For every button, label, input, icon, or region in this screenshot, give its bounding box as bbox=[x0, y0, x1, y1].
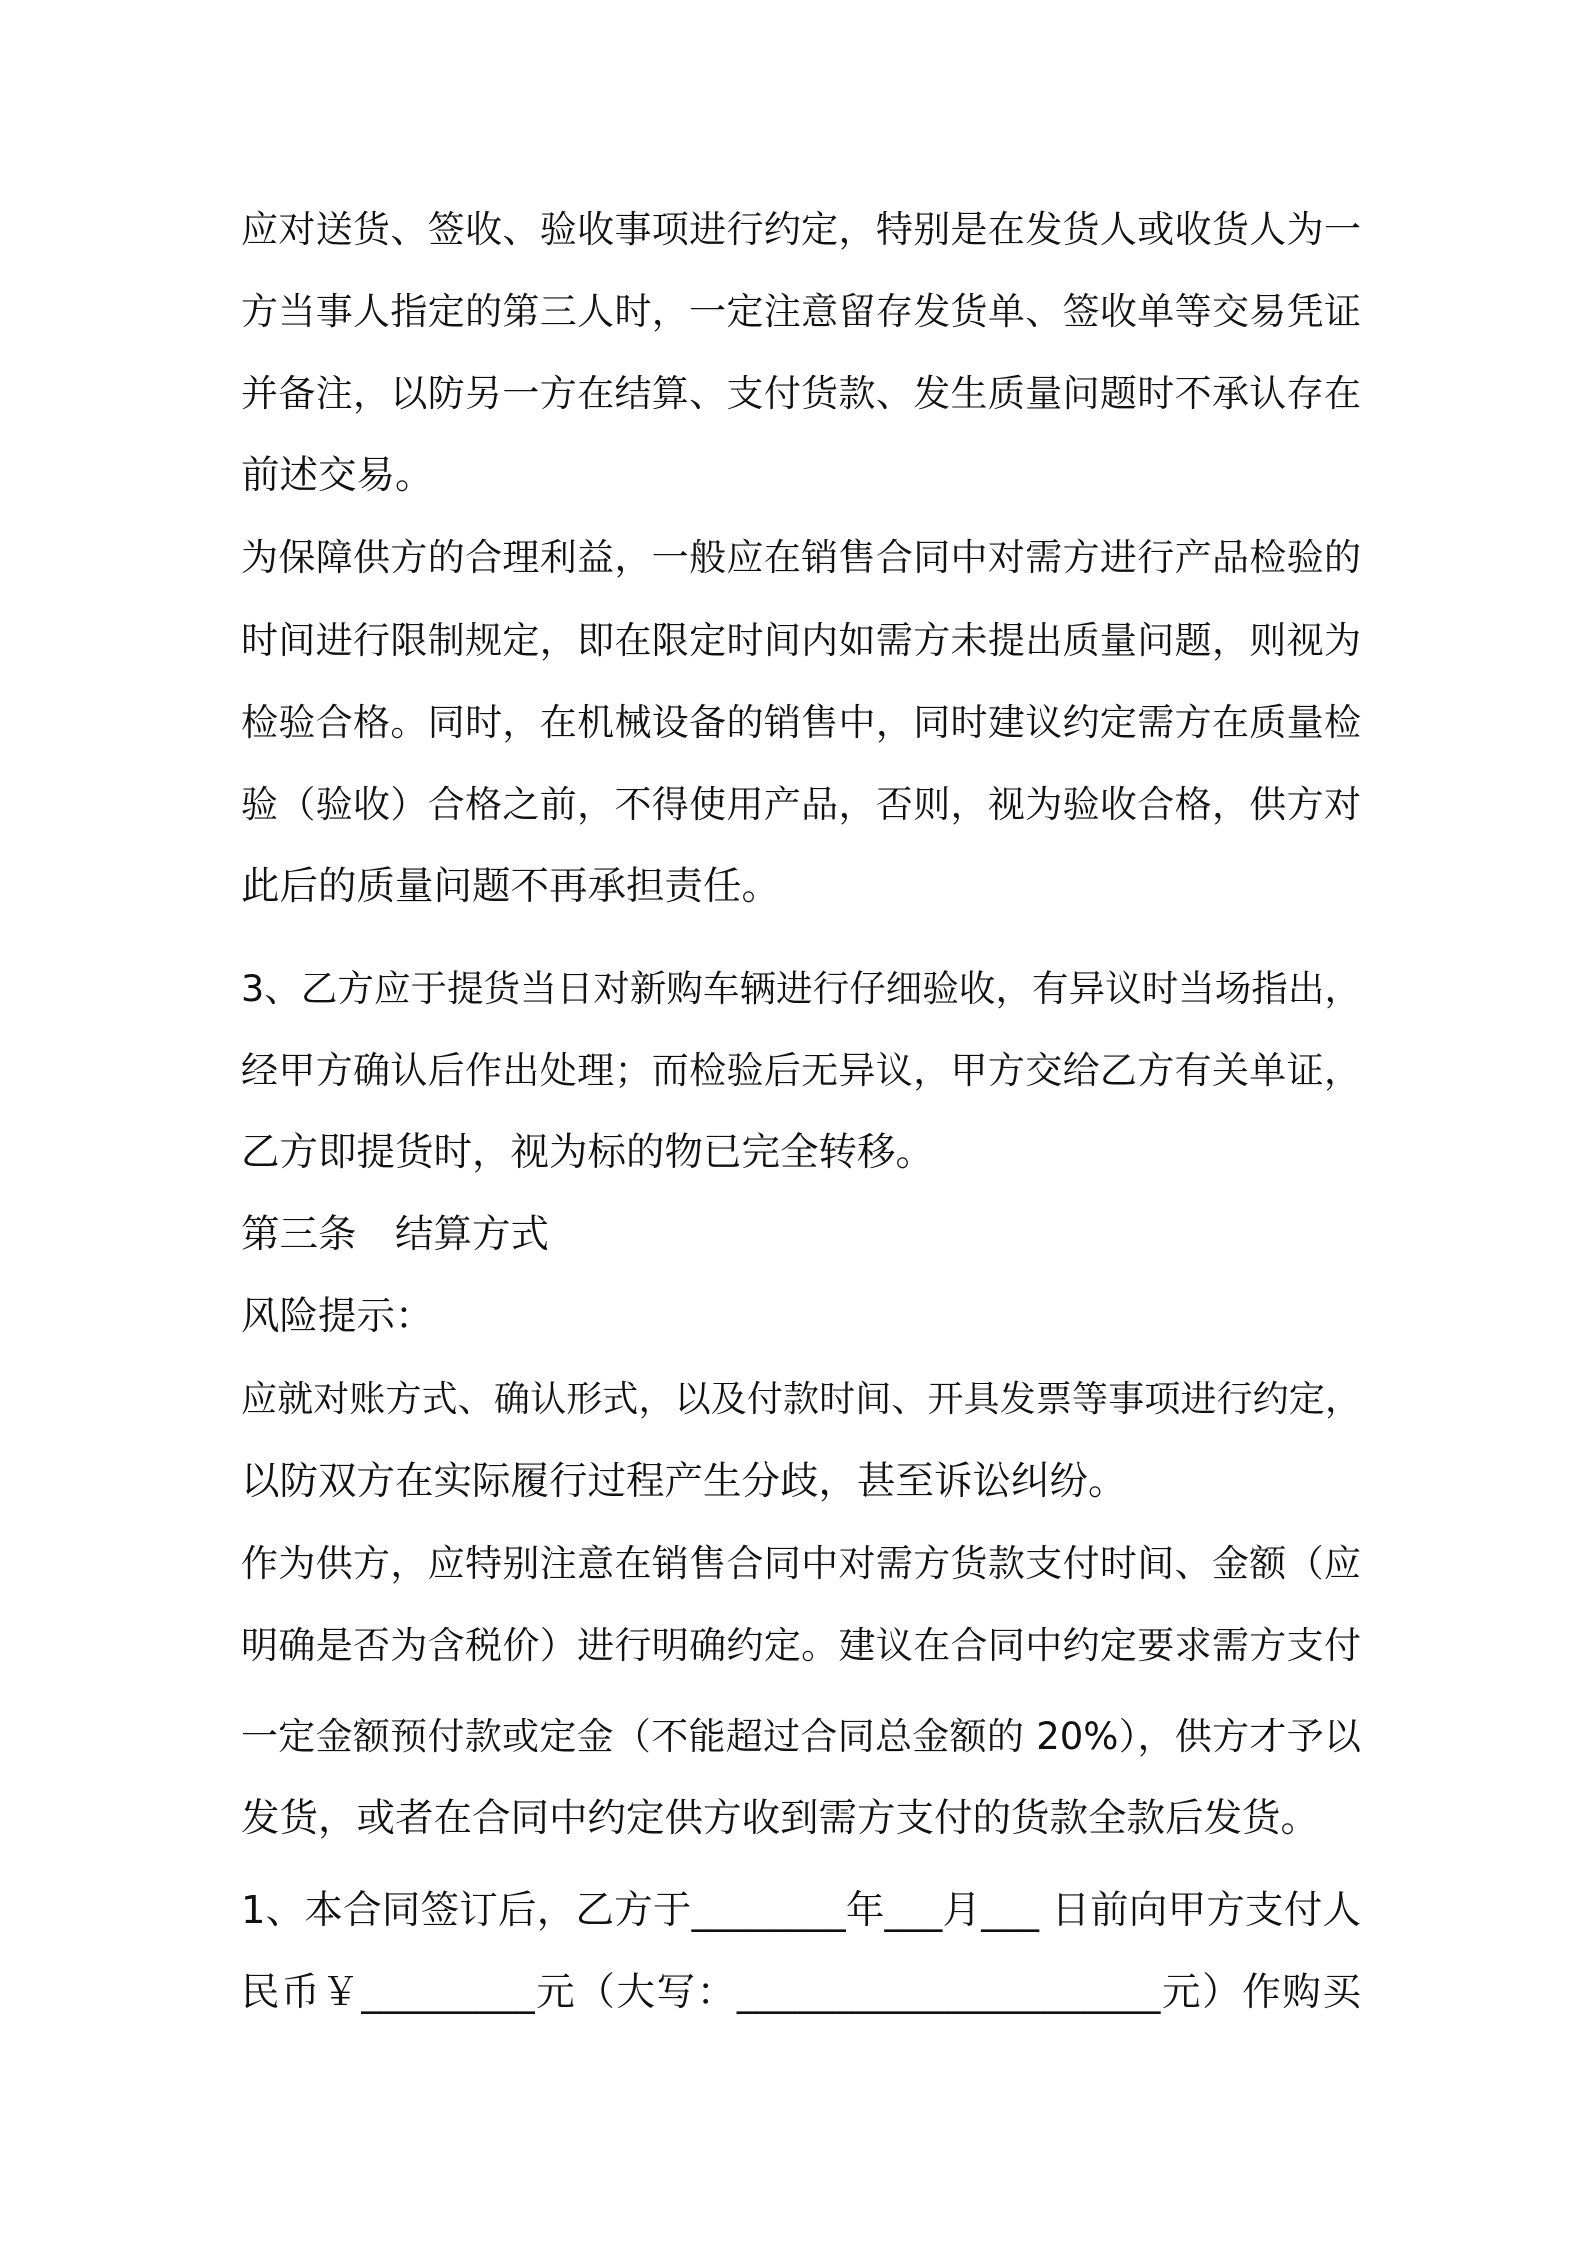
text-line: 一定金额预付款或定金（不能超过合同总金额的 20%），供方才予以 bbox=[241, 1715, 1361, 1758]
text-line: 经甲方确认后作出处理；而检验后无异议，甲方交给乙方有关单证， bbox=[241, 1049, 1361, 1092]
text-line: 检验合格。同时，在机械设备的销售中，同时建议约定需方在质量检 bbox=[241, 701, 1361, 744]
text-line: 风险提示： bbox=[241, 1294, 434, 1339]
text-line: 方当事人指定的第三人时，一定注意留存发货单、签收单等交易凭证 bbox=[241, 290, 1361, 333]
text-line: 验（验收）合格之前，不得使用产品，否则，视为验收合格，供方对 bbox=[241, 783, 1361, 826]
text-line: 为保障供方的合理利益，一般应在销售合同中对需方进行产品检验的 bbox=[241, 536, 1361, 579]
text-line: 乙方即提货时，视为标的物已完全转移。 bbox=[241, 1130, 935, 1175]
text-line: 时间进行限制规定，即在限定时间内如需方未提出质量问题，则视为 bbox=[241, 619, 1361, 662]
text-line: 作为供方，应特别注意在销售合同中对需方货款支付时间、金额（应 bbox=[241, 1542, 1361, 1585]
text-line: 民币￥_________元（大写：______________________元）作购买 bbox=[241, 1970, 1361, 2015]
text-line: 3、乙方应于提货当日对新购车辆进行仔细验收，有异议时当场指出， bbox=[241, 967, 1361, 1010]
text-line: 并备注，以防另一方在结算、支付货款、发生质量问题时不承认存在 bbox=[241, 372, 1361, 415]
text-line: 应就对账方式、确认形式，以及付款时间、开具发票等事项进行约定， bbox=[241, 1379, 1361, 1420]
text-line: 1、本合同签订后，乙方于________年___月___ 日前向甲方支付人 bbox=[241, 1888, 1361, 1933]
text-line: 明确是否为含税价）进行明确约定。建议在合同中约定要求需方支付 bbox=[241, 1624, 1361, 1667]
text-line: 此后的质量问题不再承担责任。 bbox=[241, 864, 781, 909]
text-line: 发货，或者在合同中约定供方收到需方支付的货款全款后发货。 bbox=[241, 1796, 1320, 1841]
text-line: 应对送货、签收、验收事项进行约定，特别是在发货人或收货人为一 bbox=[241, 208, 1361, 251]
section-heading: 第三条 结算方式 bbox=[241, 1212, 550, 1257]
text-line: 前述交易。 bbox=[241, 453, 434, 498]
text-line: 以防双方在实际履行过程产生分歧，甚至诉讼纠纷。 bbox=[241, 1459, 1127, 1504]
